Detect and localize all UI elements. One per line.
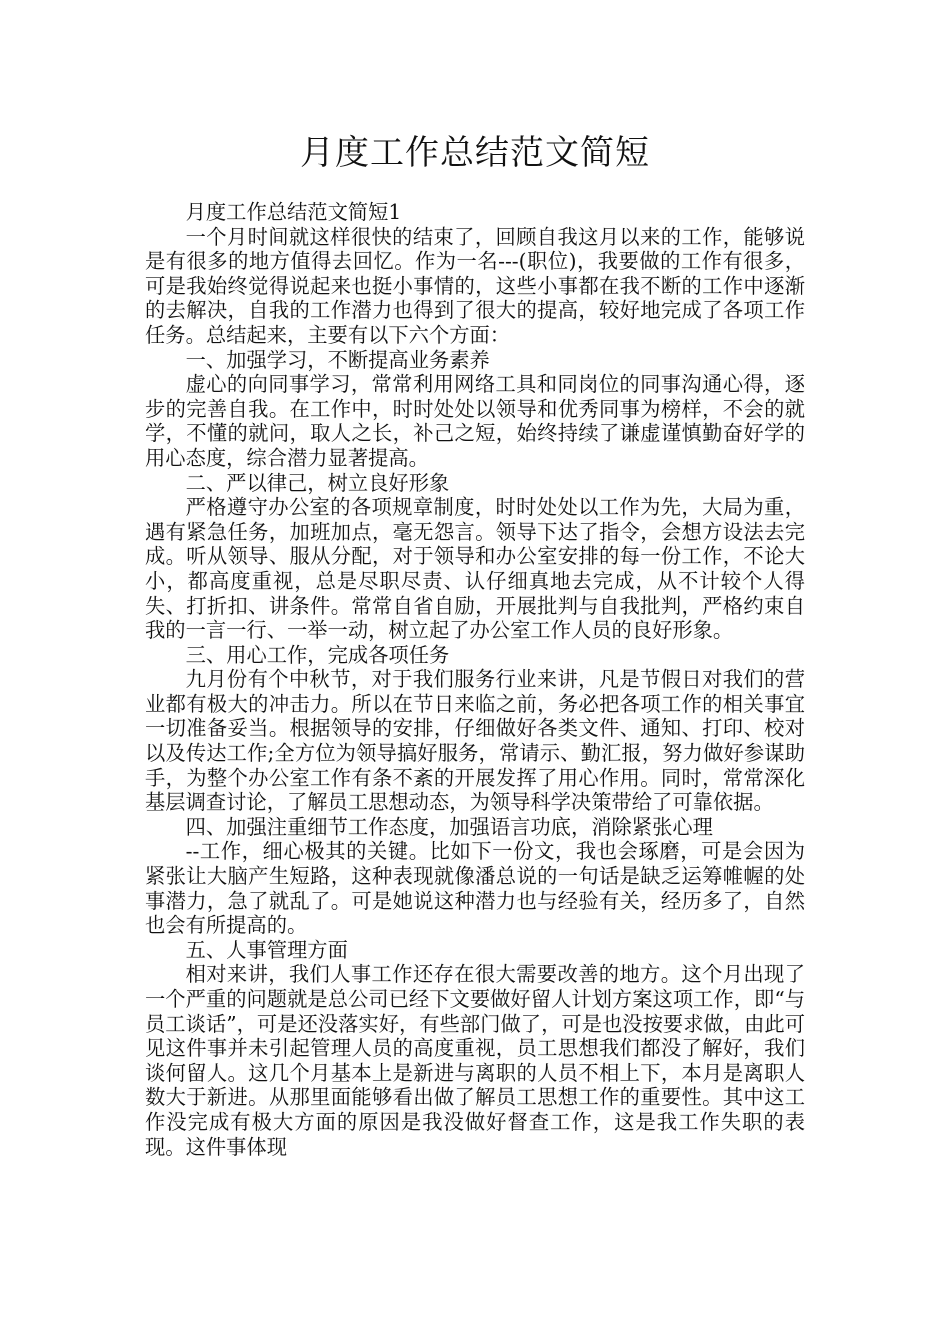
paragraph-section-3: 九月份有个中秋节，对于我们服务行业来讲，凡是节假日对我们的营业都有极大的冲击力。所以在节日来临之前，务必把各项工作的相关事宜一切准备妥当。根据领导的安排，仔细做好各类文件、通知、打印、校对以及传达工作;全方位为领导搞好服务，常请示、勤汇报，努力做好参谋助手，为整个办公室工作有条不紊的开展发挥了用心作用。同时，常常深化基层调查讨论，了解员工思想动态，为领导科学决策带给了可靠依据。	[145, 667, 805, 815]
section-heading-1: 一、加强学习，不断提高业务素养	[185, 347, 490, 372]
paragraph-section-4: --工作，细心极其的关键。比如下一份文，我也会琢磨，可是会因为紧张让大脑产生短路，这种表现就像潘总说的一句话是缺乏运筹帷幄的处事潜力，急了就乱了。可是她说这种潜力也与经验有关，经历多了，自然也会有所提高的。	[145, 839, 805, 938]
paragraph-section-1: 虚心的向同事学习，常常利用网络工具和同岗位的同事沟通心得，逐步的完善自我。在工作中，时时处处以领导和优秀同事为榜样，不会的就学，不懂的就问，取人之长，补己之短，始终持续了谦虚谨慎勤奋好学的用心态度，综合潜力显著提高。	[145, 372, 805, 470]
section-heading-4: 四、加强注重细节工作态度，加强语言功底，消除紧张心理	[185, 814, 713, 839]
paragraph-section-5: 相对来讲，我们人事工作还存在很大需要改善的地方。这个月出现了一个严重的问题就是总公司已经下文要做好留人计划方案这项工作，即“与员工谈话”，可是还没落实好，有些部门做了，可是也没按要求做，由此可见这件事并未引起管理人员的高度重视，员工思想我们都没了解好，我们谈何留人。这几个月基本上是新进与离职的人员不相上下，本月是离职人数大于新进。从那里面能够看出做了解员工思想工作的重要性。其中这工作没完成有极大方面的原因是我没做好督查工作，这是我工作失职的表现。这件事体现	[145, 962, 805, 1159]
document-title: 月度工作总结范文简短	[300, 133, 650, 173]
document-page	[145, 0, 805, 1344]
document-body	[145, 200, 805, 1159]
section-heading-2: 二、严以律己，树立良好形象	[185, 470, 450, 495]
paragraph-subtitle: 月度工作总结范文简短1	[185, 200, 402, 224]
paragraph-section-2: 严格遵守办公室的各项规章制度，时时处处以工作为先，大局为重，遇有紧急任务，加班加点，毫无怨言。领导下达了指令，会想方设法去完成。听从领导、服从分配，对于领导和办公室安排的每一份工作，不论大小，都高度重视，总是尽职尽责、认仔细真地去完成，从不计较个人得失、打折扣、讲条件。常常自省自励，开展批判与自我批判，严格约束自我的一言一行、一举一动，树立起了办公室工作人员的良好形象。	[145, 495, 805, 643]
paragraph-intro: 一个月时间就这样很快的结束了，回顾自我这月以来的工作，能够说是有很多的地方值得去回忆。作为一名---(职位)，我要做的工作有很多，可是我始终觉得说起来也挺小事情的，这些小事都在我不断的工作中逐渐的去解决，自我的工作潜力也得到了很大的提高，较好地完成了各项工作任务。总结起来，主要有以下六个方面：	[145, 224, 805, 347]
section-heading-3: 三、用心工作，完成各项任务	[185, 642, 450, 667]
section-heading-5: 五、人事管理方面	[185, 937, 348, 962]
